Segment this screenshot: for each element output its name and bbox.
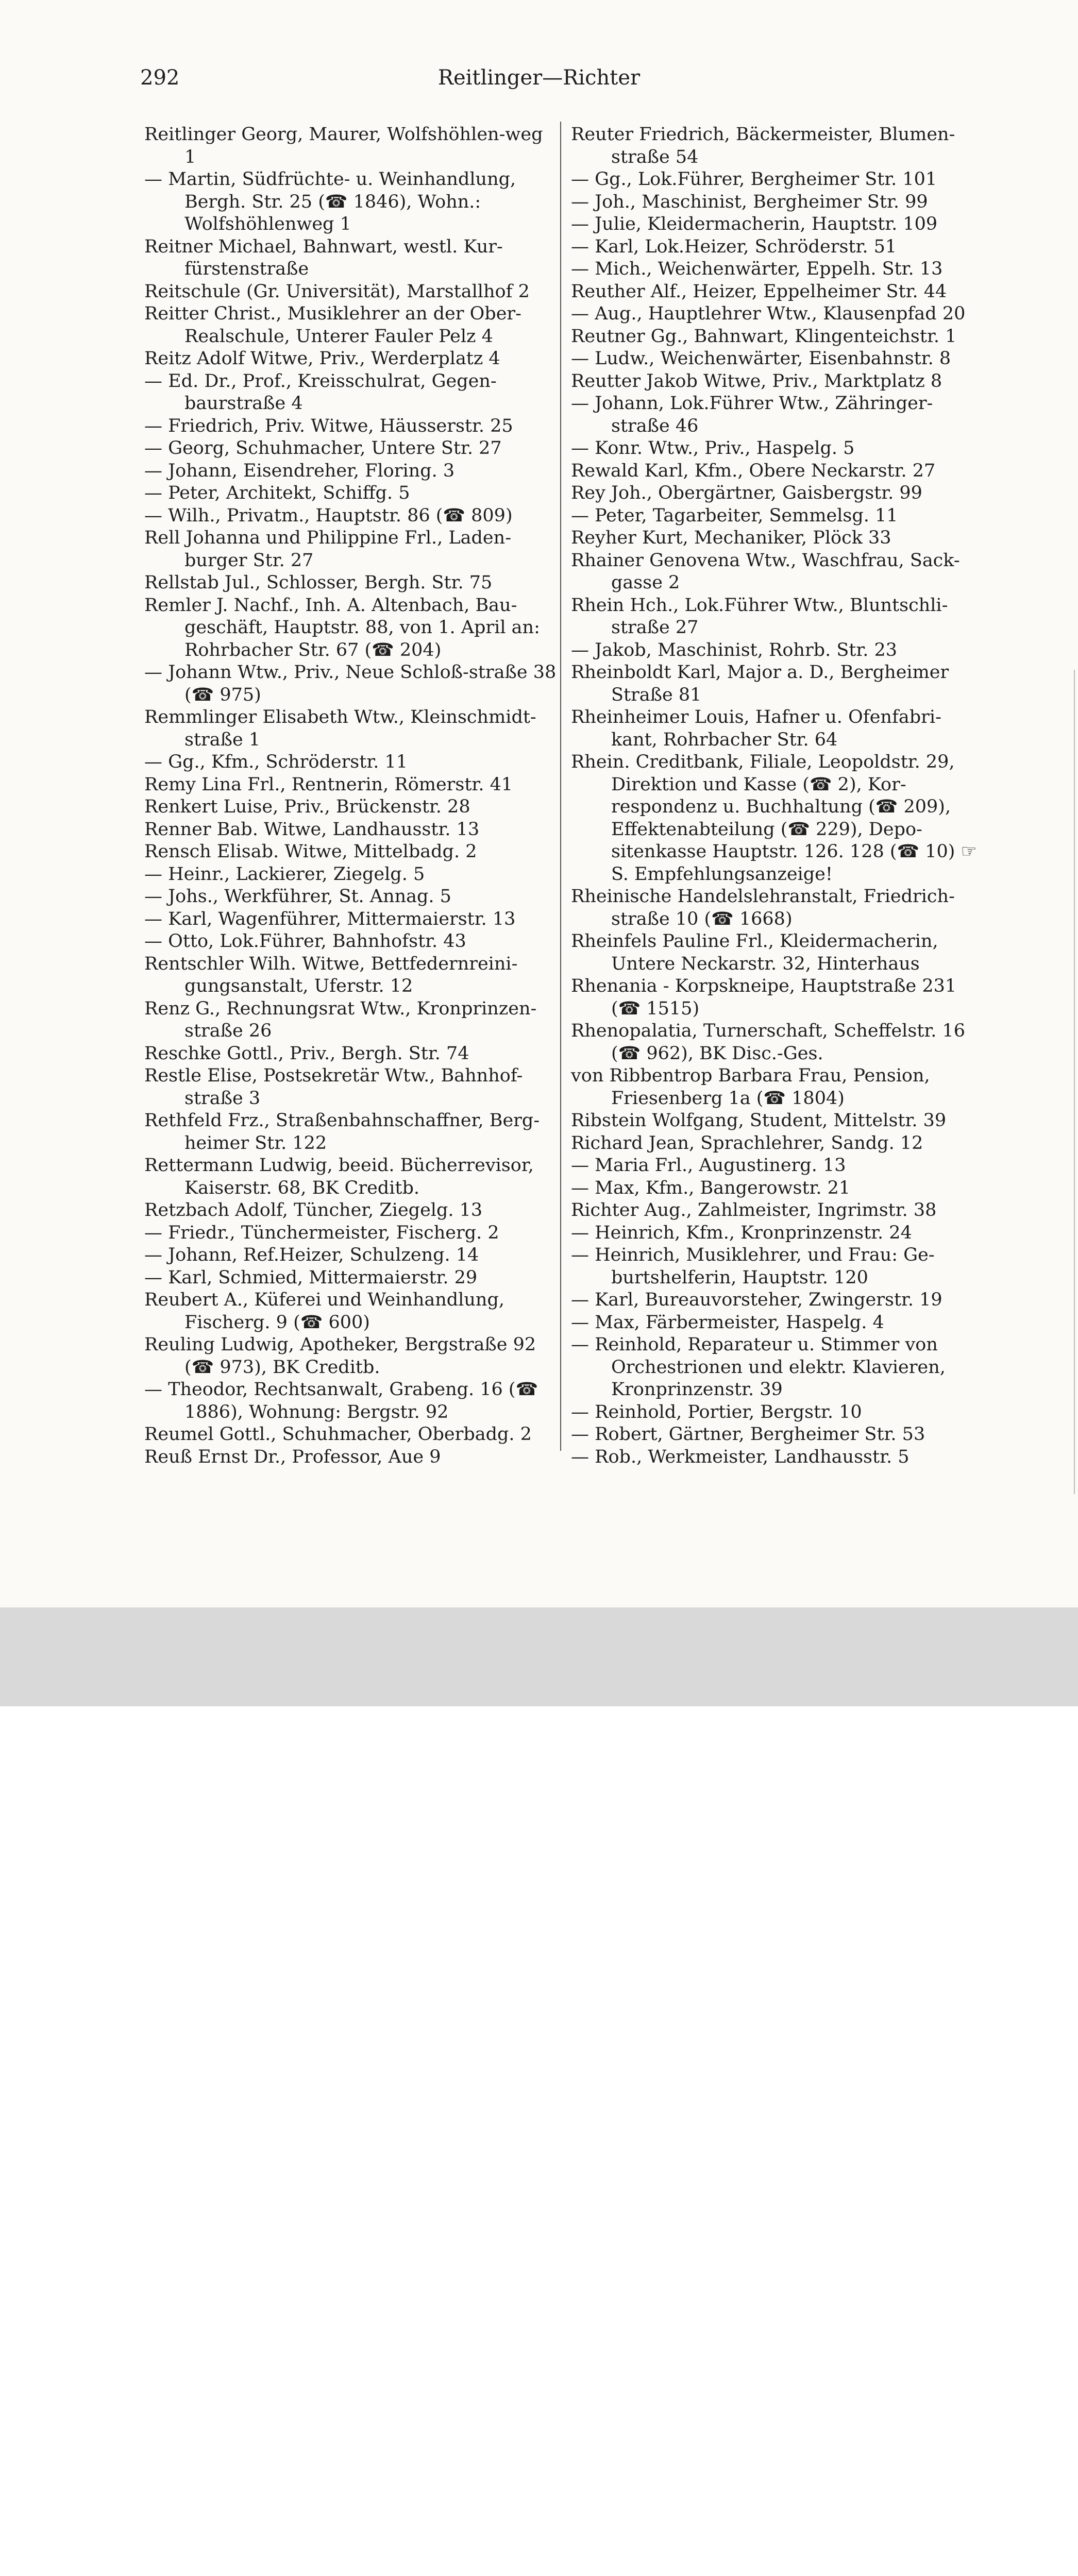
directory-entry: — Johs., Werkführer, St. Annag. 5	[144, 886, 451, 907]
directory-entry: — Theodor, Rechtsanwalt, Grabeng. 16 (☎ 1886), Wohnung: Bergstr. 92	[144, 1379, 538, 1422]
scan-edge-line	[1074, 670, 1075, 1494]
directory-entry: Remmlinger Elisabeth Wtw., Kleinschmidt-straße 1	[144, 707, 536, 750]
directory-entry: Rellstab Jul., Schlosser, Bergh. Str. 75	[144, 572, 493, 593]
right-column	[571, 124, 985, 1468]
directory-entry: Ribstein Wolfgang, Student, Mittelstr. 39	[571, 1110, 947, 1131]
running-head: Reitlinger—Richter	[437, 66, 641, 90]
directory-entry: Reuther Alf., Heizer, Eppelheimer Str. 44	[571, 281, 947, 302]
footer-bar	[0, 1607, 1078, 1706]
directory-entry: Reutter Jakob Witwe, Priv., Marktplatz 8	[571, 370, 942, 392]
directory-entry: — Max, Färbermeister, Haspelg. 4	[571, 1312, 884, 1333]
directory-entry: — Otto, Lok.Führer, Bahnhofstr. 43	[144, 931, 466, 952]
directory-entry: Remler J. Nachf., Inh. A. Altenbach, Bau-geschäft, Hauptstr. 88, von 1. April an: Rohrbacher Str. 67 (☎ 204)	[144, 595, 540, 660]
directory-entry: Rhein Hch., Lok.Führer Wtw., Bluntschli-straße 27	[571, 595, 948, 638]
directory-entry: — Robert, Gärtner, Bergheimer Str. 53	[571, 1424, 925, 1445]
directory-entry: Rethfeld Frz., Straßenbahnschaffner, Berg-heimer Str. 122	[144, 1110, 540, 1154]
directory-entry: Rhenania - Korpskneipe, Hauptstraße 231 (☎ 1515)	[571, 976, 957, 1019]
directory-entry: — Ludw., Weichenwärter, Eisenbahnstr. 8	[571, 348, 951, 369]
directory-entry: Reutner Gg., Bahnwart, Klingenteichstr. 1	[571, 326, 957, 347]
directory-entry: Renz G., Rechnungsrat Wtw., Kronprinzen-straße 26	[144, 998, 537, 1041]
directory-entry: Rettermann Ludwig, beeid. Bücherrevisor, Kaiserstr. 68, BK Creditb.	[144, 1155, 534, 1198]
directory-entry: — Ed. Dr., Prof., Kreisschulrat, Gegen-baurstraße 4	[144, 370, 497, 414]
directory-entry: — Johann Wtw., Priv., Neue Schloß-straße 38 (☎ 975)	[144, 662, 557, 705]
directory-entry: — Aug., Hauptlehrer Wtw., Klausenpfad 20	[571, 303, 966, 324]
directory-entry: — Max, Kfm., Bangerowstr. 21	[571, 1177, 851, 1198]
directory-entry: Reitner Michael, Bahnwart, westl. Kur-fürstenstraße	[144, 236, 503, 279]
directory-entry: Richard Jean, Sprachlehrer, Sandg. 12	[571, 1132, 923, 1154]
directory-entry: Rhenopalatia, Turnerschaft, Scheffelstr. 16 (☎ 962), BK Disc.-Ges.	[571, 1021, 966, 1064]
directory-entry: — Gg., Kfm., Schröderstr. 11	[144, 752, 408, 772]
directory-entry: — Gg., Lok.Führer, Bergheimer Str. 101	[571, 169, 937, 190]
directory-entry: Reuß Ernst Dr., Professor, Aue 9	[144, 1446, 441, 1467]
directory-entry: Reschke Gottl., Priv., Bergh. Str. 74	[144, 1043, 469, 1064]
directory-entry: — Joh., Maschinist, Bergheimer Str. 99	[571, 191, 928, 212]
directory-entry: Rensch Elisab. Witwe, Mittelbadg. 2	[144, 841, 477, 862]
directory-entry: Rheinfels Pauline Frl., Kleidermacherin, Untere Neckarstr. 32, Hinterhaus	[571, 931, 938, 974]
directory-entry: Rewald Karl, Kfm., Obere Neckarstr. 27	[571, 460, 936, 481]
directory-entry: — Heinrich, Kfm., Kronprinzenstr. 24	[571, 1222, 912, 1243]
directory-entry: Renkert Luise, Priv., Brückenstr. 28	[144, 796, 470, 817]
directory-entry: Reitlinger Georg, Maurer, Wolfshöhlen-weg 1	[144, 124, 543, 167]
directory-entry: — Johann, Ref.Heizer, Schulzeng. 14	[144, 1245, 479, 1265]
directory-entry: Reitter Christ., Musiklehrer an der Ober-Realschule, Unterer Fauler Pelz 4	[144, 303, 521, 347]
directory-entry: — Johann, Lok.Führer Wtw., Zähringer-straße 46	[571, 393, 933, 436]
directory-entry: — Reinhold, Portier, Bergstr. 10	[571, 1401, 862, 1422]
directory-entry: Renner Bab. Witwe, Landhausstr. 13	[144, 819, 480, 840]
directory-entry: Rell Johanna und Philippine Frl., Laden-burger Str. 27	[144, 528, 512, 571]
directory-entry: Rentschler Wilh. Witwe, Bettfedernreini-gungsanstalt, Uferstr. 12	[144, 953, 518, 996]
directory-entry: — Friedr., Tünchermeister, Fischerg. 2	[144, 1222, 499, 1243]
directory-entry: — Mich., Weichenwärter, Eppelh. Str. 13	[571, 259, 943, 279]
directory-entry: — Karl, Schmied, Mittermaierstr. 29	[144, 1267, 478, 1288]
directory-entry: Rhein. Creditbank, Filiale, Leopoldstr. 29, Direktion und Kasse (☎ 2), Kor-respondenz u. Buchhaltung (☎ 209), Effektenabteilung (☎ 229), Depo-sitenkasse Hauptstr. 126. 128 (☎ 10) ☞ S. Empfehlungsanzeige!	[571, 752, 977, 885]
directory-entry: Reitschule (Gr. Universität), Marstallhof 2	[144, 281, 530, 302]
directory-entry: Retzbach Adolf, Tüncher, Ziegelg. 13	[144, 1200, 483, 1221]
directory-entry: Richter Aug., Zahlmeister, Ingrimstr. 38	[571, 1200, 937, 1221]
directory-entry: — Julie, Kleidermacherin, Hauptstr. 109	[571, 214, 938, 234]
directory-entry: Rheinheimer Louis, Hafner u. Ofenfabri-kant, Rohrbacher Str. 64	[571, 707, 941, 750]
directory-entry: — Heinr., Lackierer, Ziegelg. 5	[144, 863, 425, 885]
directory-entry: — Karl, Bureauvorsteher, Zwingerstr. 19	[571, 1290, 942, 1310]
directory-entry: — Wilh., Privatm., Hauptstr. 86 (☎ 809)	[144, 505, 513, 526]
directory-entry: — Reinhold, Reparateur u. Stimmer von Orchestrionen und elektr. Klavieren, Kronprinzenstr. 39	[571, 1334, 946, 1400]
directory-entry: Reuling Ludwig, Apotheker, Bergstraße 92 (☎ 973), BK Creditb.	[144, 1334, 536, 1378]
page-number: 292	[140, 66, 180, 90]
directory-entry: — Georg, Schuhmacher, Untere Str. 27	[144, 438, 502, 459]
directory-entry: — Peter, Architekt, Schiffg. 5	[144, 483, 410, 503]
directory-entry: von Ribbentrop Barbara Frau, Pension, Friesenberg 1a (☎ 1804)	[571, 1065, 930, 1109]
directory-entry: Reuter Friedrich, Bäckermeister, Blumen-straße 54	[571, 124, 955, 167]
directory-entry: Restle Elise, Postsekretär Wtw., Bahnhof-straße 3	[144, 1065, 523, 1109]
directory-entry: — Karl, Lok.Heizer, Schröderstr. 51	[571, 236, 897, 257]
directory-entry: — Konr. Wtw., Priv., Haspelg. 5	[571, 438, 855, 459]
directory-entry: — Johann, Eisendreher, Floring. 3	[144, 460, 455, 481]
directory-entry: — Heinrich, Musiklehrer, und Frau: Ge-burtshelferin, Hauptstr. 120	[571, 1245, 935, 1288]
directory-entry: Reitz Adolf Witwe, Priv., Werderplatz 4	[144, 348, 500, 369]
directory-entry: Reumel Gottl., Schuhmacher, Oberbadg. 2	[144, 1424, 532, 1445]
left-column	[144, 124, 559, 1468]
directory-entry: Remy Lina Frl., Rentnerin, Römerstr. 41	[144, 774, 513, 795]
directory-entry: — Jakob, Maschinist, Rohrb. Str. 23	[571, 639, 898, 660]
directory-entry: — Peter, Tagarbeiter, Semmelsg. 11	[571, 505, 898, 526]
directory-entry: — Martin, Südfrüchte- u. Weinhandlung, Bergh. Str. 25 (☎ 1846), Wohn.: Wolfshöhlenweg 1	[144, 169, 516, 234]
directory-entry: Rheinische Handelslehranstalt, Friedrich-straße 10 (☎ 1668)	[571, 886, 955, 929]
directory-entry: Reyher Kurt, Mechaniker, Plöck 33	[571, 528, 891, 548]
directory-entry: — Maria Frl., Augustinerg. 13	[571, 1155, 846, 1176]
directory-entry: Reubert A., Küferei und Weinhandlung, Fischerg. 9 (☎ 600)	[144, 1290, 504, 1333]
directory-entry: — Rob., Werkmeister, Landhausstr. 5	[571, 1446, 909, 1467]
directory-entry: — Friedrich, Priv. Witwe, Häusserstr. 25	[144, 415, 513, 436]
column-divider	[560, 122, 561, 1451]
directory-entry: Rheinboldt Karl, Major a. D., Bergheimer Straße 81	[571, 662, 949, 705]
directory-entry: Rhainer Genovena Wtw., Waschfrau, Sack-gasse 2	[571, 550, 960, 593]
directory-entry: — Karl, Wagenführer, Mittermaierstr. 13	[144, 908, 516, 929]
directory-entry: Rey Joh., Obergärtner, Gaisbergstr. 99	[571, 483, 922, 503]
